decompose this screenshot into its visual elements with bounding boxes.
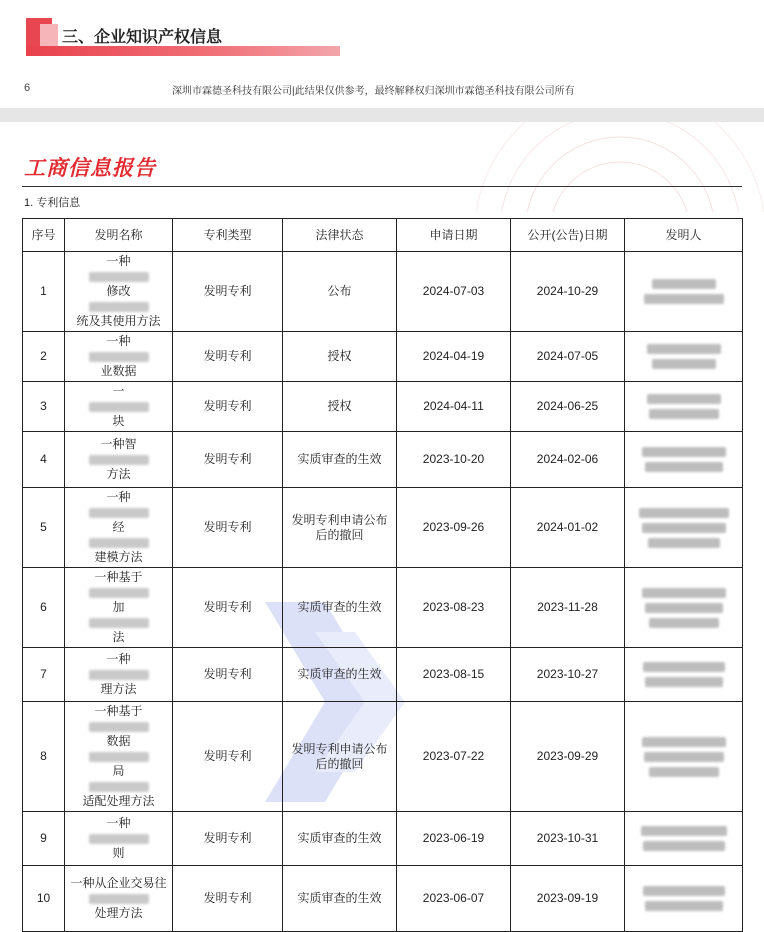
application-date: 2023-08-23	[397, 568, 511, 648]
invention-name-fragment: 加	[112, 600, 125, 614]
row-number: 1	[23, 252, 65, 332]
invention-name-fragment: 一种	[106, 652, 131, 666]
legal-status: 实质审查的生效	[283, 812, 397, 866]
redacted-text	[89, 782, 149, 792]
invention-name-fragment: 法	[112, 630, 125, 644]
patent-table	[22, 218, 743, 932]
row-number: 9	[23, 812, 65, 866]
invention-name-fragment: 局	[112, 764, 125, 778]
redacted-text	[645, 462, 723, 472]
application-date: 2024-04-19	[397, 332, 511, 382]
decorative-arcs	[470, 122, 764, 212]
invention-name	[65, 252, 173, 332]
redacted-text	[649, 767, 719, 777]
inventors-redacted	[625, 332, 743, 382]
legal-status: 实质审查的生效	[283, 432, 397, 488]
row-number: 3	[23, 382, 65, 432]
column-header: 发明人	[625, 219, 743, 252]
row-number: 6	[23, 568, 65, 648]
table-row	[23, 382, 743, 432]
column-header: 法律状态	[283, 219, 397, 252]
invention-name-fragment: 适配处理方法	[82, 794, 155, 808]
legal-status: 授权	[283, 332, 397, 382]
publication-date: 2023-09-19	[511, 866, 625, 932]
patent-type: 发明专利	[173, 382, 283, 432]
invention-name	[65, 702, 173, 812]
application-date: 2024-04-11	[397, 382, 511, 432]
redacted-text	[643, 841, 725, 851]
publication-date: 2024-10-29	[511, 252, 625, 332]
row-number: 2	[23, 332, 65, 382]
application-date: 2023-10-20	[397, 432, 511, 488]
column-header: 申请日期	[397, 219, 511, 252]
publication-date: 2023-09-29	[511, 702, 625, 812]
section-title: 三、企业知识产权信息	[62, 29, 223, 46]
redacted-text	[89, 402, 149, 412]
inventors-redacted	[625, 432, 743, 488]
inventors-redacted	[625, 568, 743, 648]
inventors-redacted	[625, 382, 743, 432]
legal-status: 实质审查的生效	[283, 568, 397, 648]
redacted-text	[89, 834, 149, 844]
table-row	[23, 702, 743, 812]
row-number: 10	[23, 866, 65, 932]
redacted-text	[641, 826, 727, 836]
column-header: 公开(公告)日期	[511, 219, 625, 252]
patent-type: 发明专利	[173, 488, 283, 568]
redacted-text	[89, 588, 149, 598]
patent-type: 发明专利	[173, 432, 283, 488]
inventors-redacted	[625, 252, 743, 332]
redacted-text	[89, 894, 149, 904]
invention-name-fragment: 建模方法	[94, 550, 143, 564]
invention-name-fragment: 理方法	[100, 682, 137, 696]
redacted-text	[89, 670, 149, 680]
section-underline	[26, 46, 340, 56]
publication-date: 2024-01-02	[511, 488, 625, 568]
table-row	[23, 252, 743, 332]
redacted-text	[647, 344, 721, 354]
row-number: 5	[23, 488, 65, 568]
table-row	[23, 812, 743, 866]
legal-status: 授权	[283, 382, 397, 432]
invention-name-fragment: 业数据	[100, 364, 137, 378]
redacted-text	[652, 359, 716, 369]
invention-name	[65, 648, 173, 702]
report-title: 工商信息报告	[24, 157, 156, 180]
redacted-text	[89, 722, 149, 732]
patent-type: 发明专利	[173, 648, 283, 702]
legal-status: 公布	[283, 252, 397, 332]
invention-name-fragment: 一种	[106, 334, 131, 348]
invention-name-fragment: 经	[112, 520, 125, 534]
publication-date: 2023-11-28	[511, 568, 625, 648]
subsection-title: 1. 专利信息	[24, 197, 81, 209]
invention-name-fragment: 方法	[106, 467, 131, 481]
redacted-text	[649, 409, 719, 419]
inventors-redacted	[625, 866, 743, 932]
redacted-text	[647, 394, 721, 404]
publication-date: 2023-10-31	[511, 812, 625, 866]
title-divider	[22, 186, 742, 187]
column-header: 专利类型	[173, 219, 283, 252]
patent-type: 发明专利	[173, 252, 283, 332]
redacted-text	[642, 737, 726, 747]
invention-name	[65, 382, 173, 432]
invention-name	[65, 488, 173, 568]
application-date: 2023-08-15	[397, 648, 511, 702]
table-row	[23, 332, 743, 382]
redacted-text	[645, 901, 723, 911]
invention-name	[65, 866, 173, 932]
application-date: 2023-09-26	[397, 488, 511, 568]
redacted-text	[648, 538, 720, 548]
legal-status: 实质审查的生效	[283, 866, 397, 932]
invention-name-fragment: 统及其使用方法	[76, 314, 161, 328]
redacted-text	[639, 508, 729, 518]
publication-date: 2024-02-06	[511, 432, 625, 488]
redacted-text	[89, 455, 149, 465]
inventors-redacted	[625, 648, 743, 702]
column-header: 序号	[23, 219, 65, 252]
table-row	[23, 648, 743, 702]
application-date: 2023-07-22	[397, 702, 511, 812]
redacted-text	[89, 302, 149, 312]
invention-name	[65, 568, 173, 648]
patent-type: 发明专利	[173, 568, 283, 648]
redacted-text	[89, 538, 149, 548]
invention-name-fragment: 则	[112, 846, 125, 860]
invention-name-fragment: 一	[112, 384, 125, 398]
redacted-text	[649, 618, 719, 628]
table-header-row	[23, 219, 743, 252]
redacted-text	[642, 523, 726, 533]
previous-page-fragment	[0, 0, 764, 118]
page-footer: 深圳市霖德圣科技有限公司|此结果仅供参考，最终解释权归深圳市霖德圣科技有限公司所有	[172, 86, 575, 97]
page-number: 6	[24, 82, 31, 94]
patent-type: 发明专利	[173, 866, 283, 932]
redacted-text	[89, 508, 149, 518]
invention-name-fragment: 一种智	[100, 437, 137, 451]
redacted-text	[642, 447, 726, 457]
application-date: 2024-07-03	[397, 252, 511, 332]
inventors-redacted	[625, 488, 743, 568]
invention-name-fragment: 处理方法	[94, 906, 143, 920]
table-row	[23, 568, 743, 648]
application-date: 2023-06-07	[397, 866, 511, 932]
redacted-text	[643, 886, 725, 896]
row-number: 4	[23, 432, 65, 488]
redacted-text	[643, 662, 725, 672]
table-row	[23, 488, 743, 568]
report-page	[0, 122, 764, 920]
publication-date: 2024-06-25	[511, 382, 625, 432]
invention-name-fragment: 一种基于	[94, 570, 143, 584]
patent-type: 发明专利	[173, 332, 283, 382]
redacted-text	[644, 752, 724, 762]
legal-status: 发明专利申请公布后的撤回	[283, 702, 397, 812]
legal-status: 发明专利申请公布后的撤回	[283, 488, 397, 568]
publication-date: 2024-07-05	[511, 332, 625, 382]
row-number: 8	[23, 702, 65, 812]
application-date: 2023-06-19	[397, 812, 511, 866]
section-marker-accent	[40, 24, 58, 46]
redacted-text	[642, 588, 726, 598]
invention-name-fragment: 一种基于	[94, 704, 143, 718]
redacted-text	[89, 618, 149, 628]
row-number: 7	[23, 648, 65, 702]
redacted-text	[645, 603, 723, 613]
patent-type: 发明专利	[173, 812, 283, 866]
redacted-text	[89, 752, 149, 762]
invention-name-fragment: 修改	[106, 284, 131, 298]
page-separator	[0, 108, 764, 122]
invention-name-fragment: 块	[112, 414, 125, 428]
redacted-text	[89, 272, 149, 282]
table-row	[23, 432, 743, 488]
invention-name	[65, 332, 173, 382]
legal-status: 实质审查的生效	[283, 648, 397, 702]
invention-name-fragment: 一种	[106, 490, 131, 504]
publication-date: 2023-10-27	[511, 648, 625, 702]
patent-type: 发明专利	[173, 702, 283, 812]
redacted-text	[644, 294, 724, 304]
table-row	[23, 866, 743, 932]
redacted-text	[652, 279, 716, 289]
invention-name-fragment: 一种	[106, 254, 131, 268]
column-header: 发明名称	[65, 219, 173, 252]
invention-name-fragment: 一种	[106, 816, 131, 830]
invention-name	[65, 432, 173, 488]
redacted-text	[645, 677, 723, 687]
invention-name-fragment: 数据	[106, 734, 131, 748]
inventors-redacted	[625, 812, 743, 866]
redacted-text	[89, 352, 149, 362]
inventors-redacted	[625, 702, 743, 812]
invention-name	[65, 812, 173, 866]
invention-name-fragment: 一种从企业交易往	[70, 876, 167, 890]
